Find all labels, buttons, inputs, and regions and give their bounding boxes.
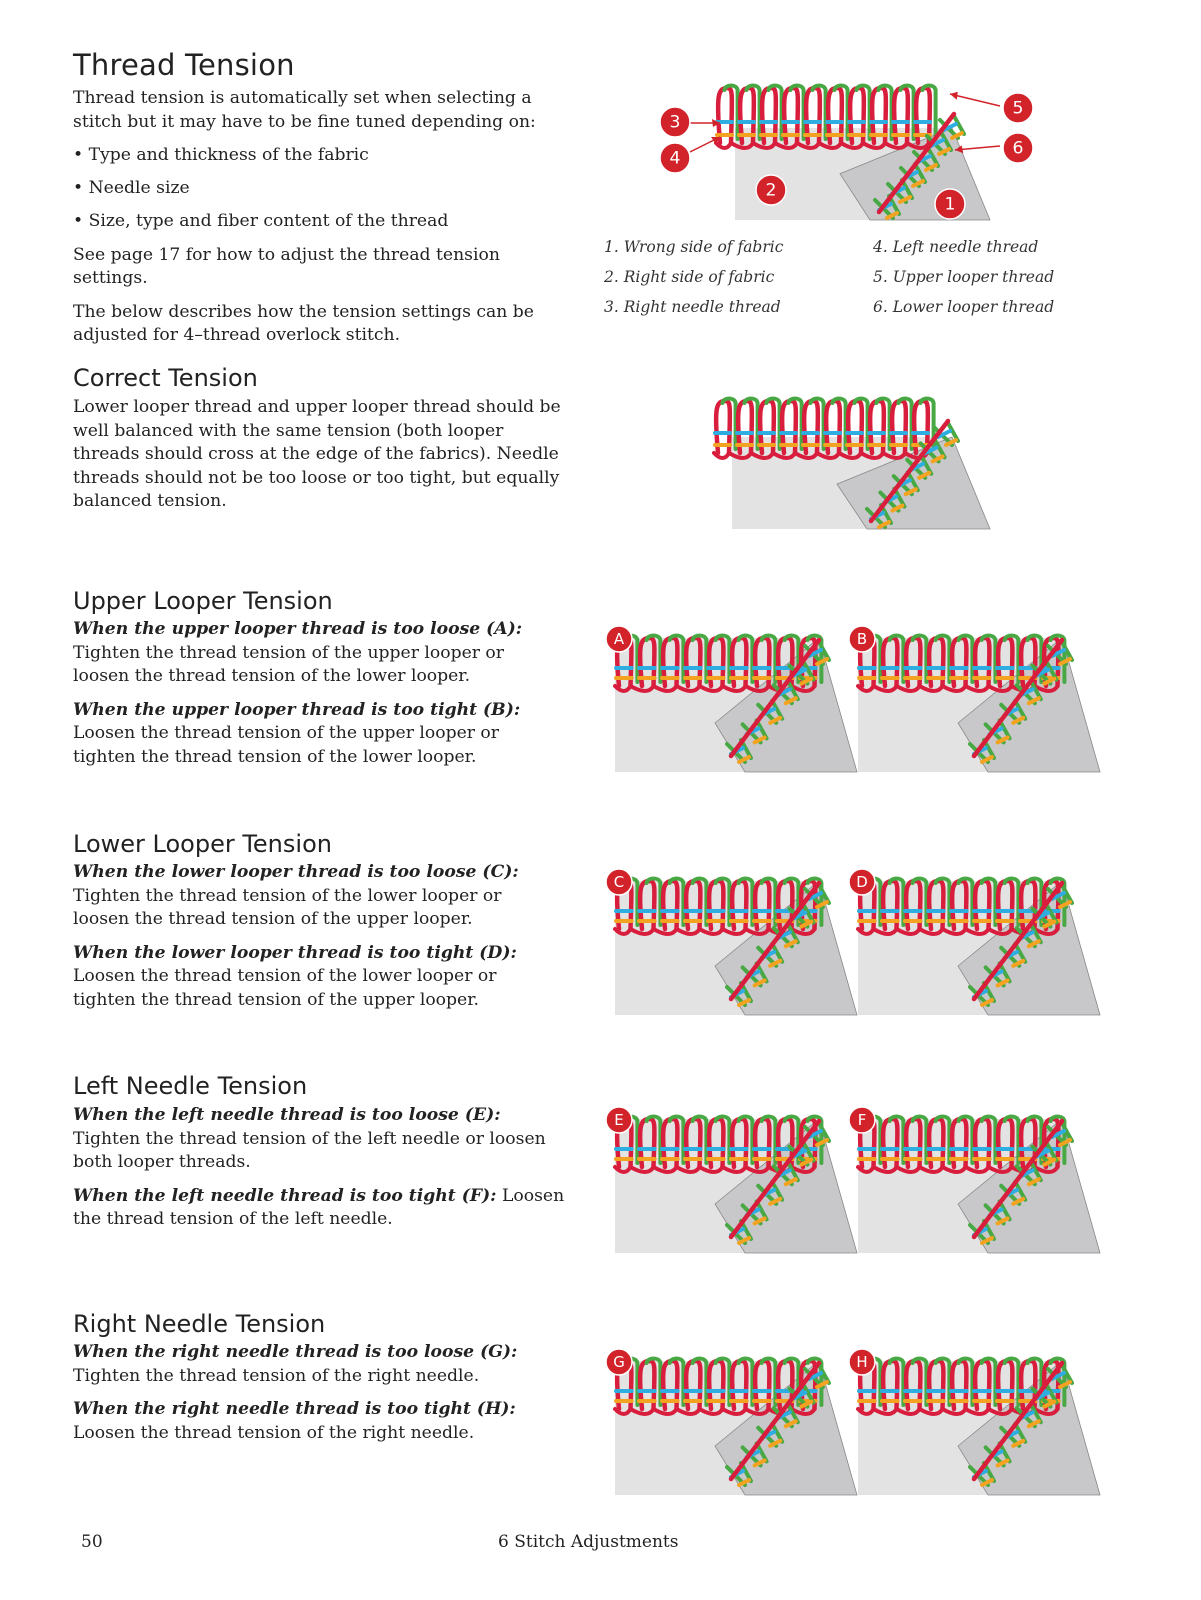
- legend-item-5: 5. Upper looper thread: [873, 268, 1055, 286]
- svg-text:4: 4: [669, 148, 681, 169]
- figure-f-left-needle-tight: [848, 1105, 1104, 1257]
- legend-item-3: 3. Right needle thread: [604, 298, 781, 316]
- left-needle-loose-lead: When the left needle thread is too loose (E):: [73, 1105, 501, 1125]
- correct-tension-paragraph: Lower looper thread and upper looper thread should be well balanced with the same tension (both looper threads should cross at the edge of the fabrics). Needle threads should not be too loose or too tight, but equally balanced tension.: [73, 397, 561, 511]
- figure-e-left-needle-loose: [605, 1105, 861, 1257]
- correct-tension-text: [73, 396, 568, 524]
- section-heading-correct: Correct Tension: [73, 364, 258, 392]
- svg-text:B: B: [856, 629, 868, 648]
- upper-looper-tight-text: Loosen the thread tension of the upper looper or tighten the thread tension of the lower looper.: [73, 723, 499, 767]
- left-needle-tight-lead: When the left needle thread is too tight (F):: [73, 1185, 497, 1206]
- figure-label-d-badge: [849, 869, 875, 895]
- lower-looper-tight-lead: When the lower looper thread is too tight (D):: [73, 942, 517, 963]
- figure-a-upper-looper-loose: [605, 624, 861, 776]
- figure-g-right-needle-loose: [605, 1347, 861, 1499]
- figure-b-upper-looper-tight: [848, 624, 1104, 776]
- section-heading-upper-looper: Upper Looper Tension: [73, 587, 333, 615]
- right-needle-tight-lead: When the right needle thread is too tight (H):: [73, 1399, 516, 1419]
- right-needle-loose-text: Tighten the thread tension of the right needle.: [73, 1365, 480, 1386]
- intro-page-reference: See page 17 for how to adjust the thread tension settings.: [73, 244, 500, 288]
- svg-text:A: A: [613, 629, 625, 648]
- figure-label-b-badge: [849, 626, 875, 652]
- svg-text:G: G: [613, 1352, 625, 1371]
- left-needle-tight-paragraph: [73, 1185, 565, 1232]
- diagram-legend-left: [604, 236, 783, 326]
- figure-label-h-badge: [849, 1349, 875, 1375]
- section-heading-lower-looper: Lower Looper Tension: [73, 830, 332, 858]
- legend-item-2: 2. Right side of fabric: [604, 268, 775, 286]
- svg-text:2: 2: [765, 180, 777, 201]
- lower-looper-tight-paragraph: [73, 942, 563, 1013]
- svg-text:5: 5: [1012, 98, 1024, 119]
- svg-text:D: D: [856, 872, 868, 891]
- left-needle-loose-paragraph: [73, 1104, 565, 1175]
- diagram-legend-right: [873, 236, 1054, 326]
- figure-c-lower-looper-loose: [605, 867, 861, 1019]
- svg-text:H: H: [856, 1352, 868, 1371]
- left-needle-text: [73, 1104, 565, 1242]
- legend-item-6: 6. Lower looper thread: [873, 298, 1055, 316]
- upper-looper-loose-text: Tighten the thread tension of the upper looper or loosen the thread tension of the lower looper.: [73, 642, 504, 686]
- bullet-thread: • Size, type and fiber content of the thread: [73, 210, 578, 234]
- svg-text:F: F: [857, 1110, 867, 1129]
- lower-looper-text: [73, 861, 563, 1022]
- svg-text:C: C: [613, 872, 625, 891]
- legend-item-1: 1. Wrong side of fabric: [604, 238, 784, 256]
- callout-4-badge: [660, 143, 690, 173]
- upper-looper-text: [73, 618, 563, 779]
- intro-bullet-list: [73, 144, 578, 234]
- lower-looper-loose-lead: When the lower looper thread is too loose (C):: [73, 862, 519, 882]
- lower-looper-loose-paragraph: [73, 861, 563, 932]
- svg-text:3: 3: [669, 112, 681, 133]
- callout-1-badge: [935, 189, 965, 219]
- right-needle-loose-lead: When the right needle thread is too loose (G):: [73, 1342, 518, 1362]
- figure-label-g-badge: [606, 1349, 632, 1375]
- upper-looper-loose-paragraph: [73, 618, 563, 689]
- callout-5-badge: [1003, 93, 1033, 123]
- intro-paragraph: Thread tension is automatically set when selecting a stitch but it may have to be fine tuned depending on:: [73, 88, 536, 132]
- figure-label-e-badge: [606, 1107, 632, 1133]
- lower-looper-tight-text: Loosen the thread tension of the lower looper or tighten the thread tension of the upper looper.: [73, 966, 497, 1010]
- intro-text: [73, 87, 578, 358]
- bullet-fabric: • Type and thickness of the fabric: [73, 144, 578, 168]
- upper-looper-loose-lead: When the upper looper thread is too loose (A):: [73, 619, 523, 639]
- callout-2-badge: [756, 175, 786, 205]
- lower-looper-loose-text: Tighten the thread tension of the lower looper or loosen the thread tension of the upper looper.: [73, 885, 502, 929]
- correct-tension-diagram: [712, 393, 994, 533]
- svg-text:6: 6: [1012, 138, 1024, 159]
- chapter-title: 6 Stitch Adjustments: [498, 1532, 679, 1552]
- section-heading-left-needle: Left Needle Tension: [73, 1072, 308, 1100]
- right-needle-tight-paragraph: [73, 1398, 568, 1445]
- left-needle-loose-text: Tighten the thread tension of the left needle or loosen both looper threads.: [73, 1128, 546, 1172]
- right-needle-text: [73, 1341, 568, 1455]
- figure-label-a-badge: [606, 626, 632, 652]
- page-number: 50: [81, 1532, 103, 1552]
- right-needle-loose-paragraph: [73, 1341, 568, 1388]
- svg-text:1: 1: [944, 194, 956, 215]
- figure-d-lower-looper-tight: [848, 867, 1104, 1019]
- upper-looper-tight-lead: When the upper looper thread is too tight (B):: [73, 699, 521, 720]
- main-stitch-diagram: [650, 80, 1040, 230]
- page-title: Thread Tension: [73, 48, 295, 82]
- figure-label-f-badge: [849, 1107, 875, 1133]
- callout-6-badge: [1003, 133, 1033, 163]
- upper-looper-tight-paragraph: [73, 699, 563, 770]
- callout-3-badge: [660, 107, 690, 137]
- section-heading-right-needle: Right Needle Tension: [73, 1310, 326, 1338]
- figure-label-c-badge: [606, 869, 632, 895]
- svg-text:E: E: [614, 1110, 624, 1129]
- bullet-needle-size: • Needle size: [73, 177, 578, 201]
- legend-item-4: 4. Left needle thread: [873, 238, 1039, 256]
- intro-adjust-note: The below describes how the tension settings can be adjusted for 4–thread overlock stitch.: [73, 301, 534, 345]
- figure-h-right-needle-tight: [848, 1347, 1104, 1499]
- left-needle-tight-text: Loosen the thread tension of the left needle.: [73, 1185, 565, 1229]
- right-needle-tight-text: Loosen the thread tension of the right needle.: [73, 1422, 475, 1443]
